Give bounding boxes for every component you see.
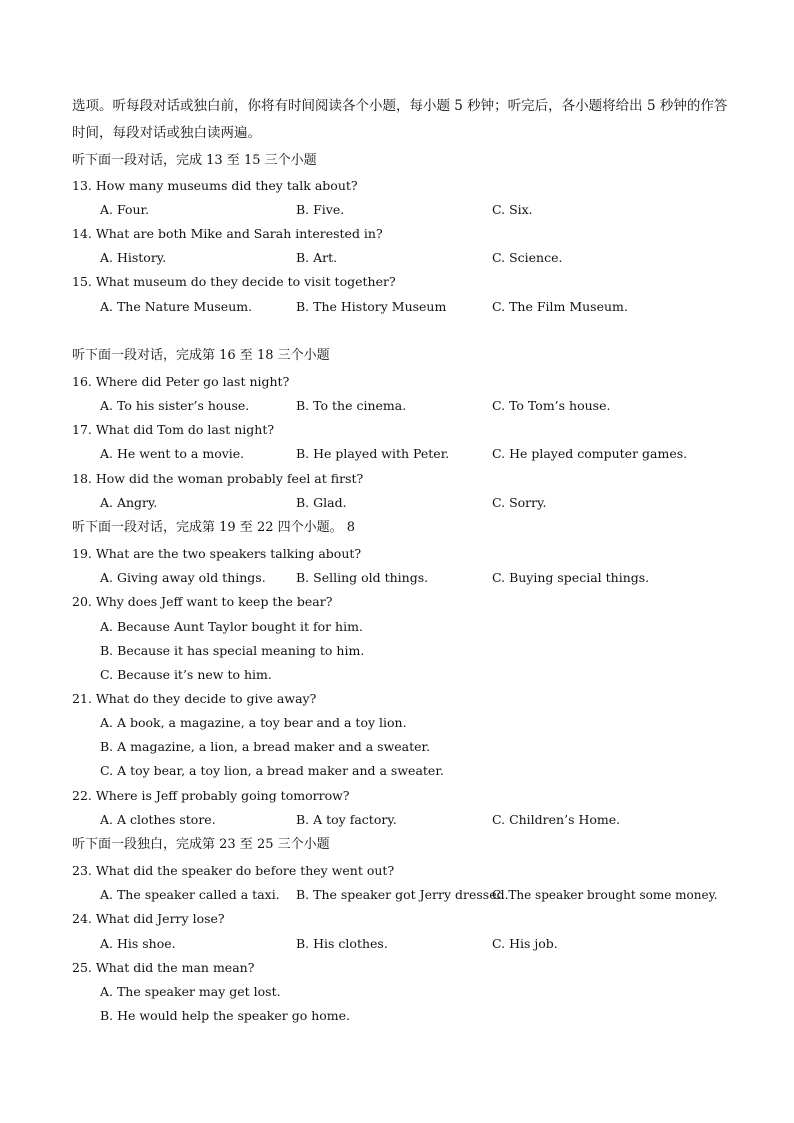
option-25-a: A. The speaker may get lost. [100,984,281,999]
option-16-a: A. To his sister’s house. [100,398,250,413]
option-17-a: A. He went to a movie. [100,446,245,461]
question-18: 18. How did the woman probably feel at first? [72,471,364,486]
option-17-b: B. He played with Peter. [296,446,450,461]
option-15-a: A. The Nature Museum. [100,299,253,314]
question-17: 17. What did Tom do last night? [72,422,275,437]
question-16: 16. Where did Peter go last night? [72,374,290,389]
option-19-c: C. Buying special things. [492,570,650,585]
question-22: 22. Where is Jeff probably going tomorrow? [72,788,350,803]
option-19-b: B. Selling old things. [296,570,429,585]
option-13-a: A. Four. [100,202,150,217]
option-20-c: C. Because it’s new to him. [100,667,272,682]
option-21-c: C. A toy bear, a toy lion, a bread maker and a sweater. [100,763,444,778]
option-22-a: A. A clothes store. [100,812,216,827]
option-15-c: C. The Film Museum. [492,299,628,314]
question-25: 25. What did the man mean? [72,960,255,975]
option-16-b: B. To the cinema. [296,398,407,413]
question-15: 15. What museum do they decide to visit together? [72,274,396,289]
option-18-a: A. Angry. [100,495,158,510]
option-14-a: A. History. [100,250,167,265]
option-17-c: C. He played computer games. [492,446,688,461]
question-19: 19. What are the two speakers talking about? [72,546,362,561]
question-23: 23. What did the speaker do before they went out? [72,863,395,878]
question-14: 14. What are both Mike and Sarah interested in? [72,226,383,241]
option-19-a: A. Giving away old things. [100,570,266,585]
option-23-b: B. The speaker got Jerry dressed. [296,887,509,902]
option-22-c: C. Children’s Home. [492,812,621,827]
option-15-b: B. The History Museum [296,299,447,314]
option-20-a: A. Because Aunt Taylor bought it for him. [100,619,363,634]
section-heading-16-18: 听下面一段对话，完成第 16 至 18 三个小题 [72,348,330,363]
option-24-a: A. His shoe. [100,936,176,951]
option-18-c: C. Sorry. [492,495,547,510]
option-24-c: C. His job. [492,936,558,951]
question-21: 21. What do they decide to give away? [72,691,317,706]
option-25-b: B. He would help the speaker go home. [100,1008,351,1023]
section-heading-13-15: 听下面一段对话，完成 13 至 15 三个小题 [72,153,317,168]
option-20-b: B. Because it has special meaning to him. [100,643,365,658]
section-heading-19-22: 听下面一段对话，完成第 19 至 22 四个小题。 8 [72,520,356,535]
option-14-c: C. Science. [492,250,563,265]
section-heading-23-25: 听下面一段独白，完成第 23 至 25 三个小题 [72,837,330,852]
option-21-b: B. A magazine, a lion, a bread maker and a sweater. [100,739,431,754]
option-16-c: C. To Tom’s house. [492,398,611,413]
option-24-b: B. His clothes. [296,936,388,951]
option-22-b: B. A toy factory. [296,812,397,827]
option-14-b: B. Art. [296,250,338,265]
option-21-a: A. A book, a magazine, a toy bear and a toy lion. [100,715,407,730]
instructions-paragraph: 选项。听每段对话或独白前，你将有时间阅读各个小题，每小题 5 秒钟；听完后，各小题将给出 5 秒钟的作答时间，每段对话或独白读两遍。 [72,98,728,141]
option-13-b: B. Five. [296,202,345,217]
option-13-c: C. Six. [492,202,533,217]
question-13: 13. How many museums did they talk about? [72,178,358,193]
question-20: 20. Why does Jeff want to keep the bear? [72,594,333,609]
question-24: 24. What did Jerry lose? [72,911,225,926]
option-23-c: C. The speaker brought some money. [492,888,718,902]
option-23-a: A. The speaker called a taxi. [100,887,280,902]
option-18-b: B. Glad. [296,495,347,510]
